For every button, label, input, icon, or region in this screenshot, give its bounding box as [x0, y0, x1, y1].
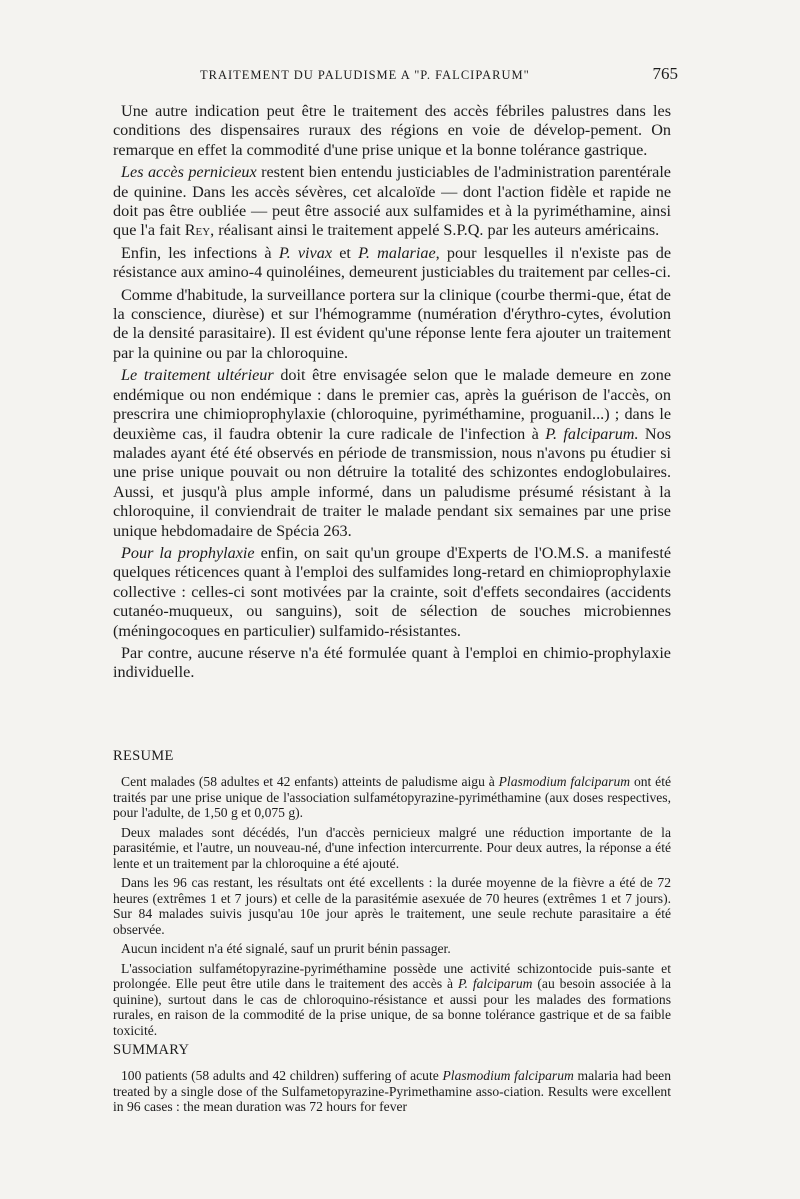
paragraph: Les accès pernicieux restent bien entendu justiciables de l'administration parentérale de quinine. Dans les accès sévères, cet alcaloïde — dont l'action fidèle et rapide ne doit pas être oubliée — peut être associé aux sulfamides et à la pyriméthamine, ainsi que l'a fait Rey, réalisant ainsi le traitement appelé S.P.Q. par les auteurs américains. [113, 163, 671, 240]
page-number: 765 [652, 64, 678, 83]
paragraph: Aucun incident n'a été signalé, sauf un prurit bénin passager. [121, 941, 451, 956]
resume-text [113, 774, 671, 1042]
paragraph: L'association sulfamétopyrazine-pyriméthamine possède une activité schizontocide puis-sante et prolongée. Elle peut être utile dans le traitement des accès à P. falciparum (au besoin associée à la quinine), surtout dans le cas de chloroquino-résistance et aussi pour les malades des formations rurales, en raison de la commodité de la prise unique, de sa bonne tolérance gastrique et de sa faible toxicité. [113, 960, 671, 1038]
resume-heading: RESUME [113, 748, 174, 764]
main-text [113, 102, 671, 686]
summary-heading: SUMMARY [113, 1042, 190, 1058]
paragraph: Cent malades (58 adultes et 42 enfants) atteints de paludisme aigu à Plasmodium falciparum ont été traités par une prise unique de l'association sulfamétopyrazine-pyriméthamine (aux doses respectives, pour l'adulte, de 1,50 g et 0,075 g). [113, 774, 672, 820]
paragraph: Une autre indication peut être le traitement des accès fébriles palustres dans les conditions des dispensaires ruraux des régions en voie de dévelop-pement. On remarque en effet la commodité d'une prise unique et la bonne tolérance gastrique. [113, 102, 671, 159]
paragraph: Dans les 96 cas restant, les résultats ont été excellents : la durée moyenne de la fièvre a été de 72 heures (extrêmes 1 et 7 jours) et celle de la parasitémie asexuée de 70 heures (extrêmes 1 et 7 jours). Sur 84 malades suivis jusqu'au 10e jour après le traitement, une seule rechute parasitaire a été observée. [113, 875, 671, 937]
running-title: TRAITEMENT DU PALUDISME A "P. FALCIPARUM" [200, 68, 530, 82]
page-header [200, 64, 678, 84]
paragraph: Pour la prophylaxie enfin, on sait qu'un groupe d'Experts de l'O.M.S. a manifesté quelques réticences quant à l'emploi des sulfamides long-retard en chimioprophylaxie collective : celles-ci sont motivées par la crainte, soit d'effets secondaires (accidents cutanéo-muqueux, ou sanguins), soit de sélection de souches microbiennes (méningocoques en particulier) sulfamido-résistantes. [113, 543, 672, 640]
paragraph: Par contre, aucune réserve n'a été formulée quant à l'emploi en chimio-prophylaxie individuelle. [113, 643, 671, 682]
summary-text [113, 1068, 671, 1119]
paragraph: Deux malades sont décédés, l'un d'accès pernicieux malgré une réduction importante de la parasitémie, et l'autre, un nouveau-né, d'une infection intercurrente. Pour deux autres, la réponse a été lente et un traitement par la chloroquine a été ajouté. [113, 824, 671, 871]
paragraph: Le traitement ultérieur doit être envisagée selon que le malade demeure en zone endémique ou non endémique : dans le premier cas, après la guérison de l'accès, on prescrira une chimioprophylaxie (chloroquine, pyriméthamine, proguanil...) ; dans le deuxième cas, il faudra obtenir la cure radicale de l'infection à P. falciparum. Nos malades ayant été été observés en période de transmission, nous n'avons pu étudier si une prise unique pouvait ou non détruire la totalité des schizontes endoglobulaires. Aussi, et jusqu'à plus ample informé, dans un paludisme présumé résistant à la chloroquine, il conviendrait de traiter le malade pendant six semaines par une prise unique hebdomadaire de Spécia 263. [113, 366, 672, 540]
paragraph: Enfin, les infections à P. vivax et P. malariae, pour lesquelles il n'existe pas de résistance aux amino-4 quinoléines, demeurent justiciables du traitement par celles-ci. [113, 243, 672, 282]
paragraph: 100 patients (58 adults and 42 children) suffering of acute Plasmodium falciparum malaria had been treated by a single dose of the Sulfametopyrazine-Pyrimethamine asso-ciation. Results were excellent in 96 cases : the mean duration was 72 hours for fever [113, 1068, 672, 1114]
paragraph: Comme d'habitude, la surveillance portera sur la clinique (courbe thermi-que, état de la conscience, diurèse) et sur l'hémogramme (numération d'érythro-cytes, évolution de la densité parasitaire). Il est évident qu'une réponse lente fera ajouter un traitement par la quinine ou par la chloroquine. [113, 285, 671, 362]
